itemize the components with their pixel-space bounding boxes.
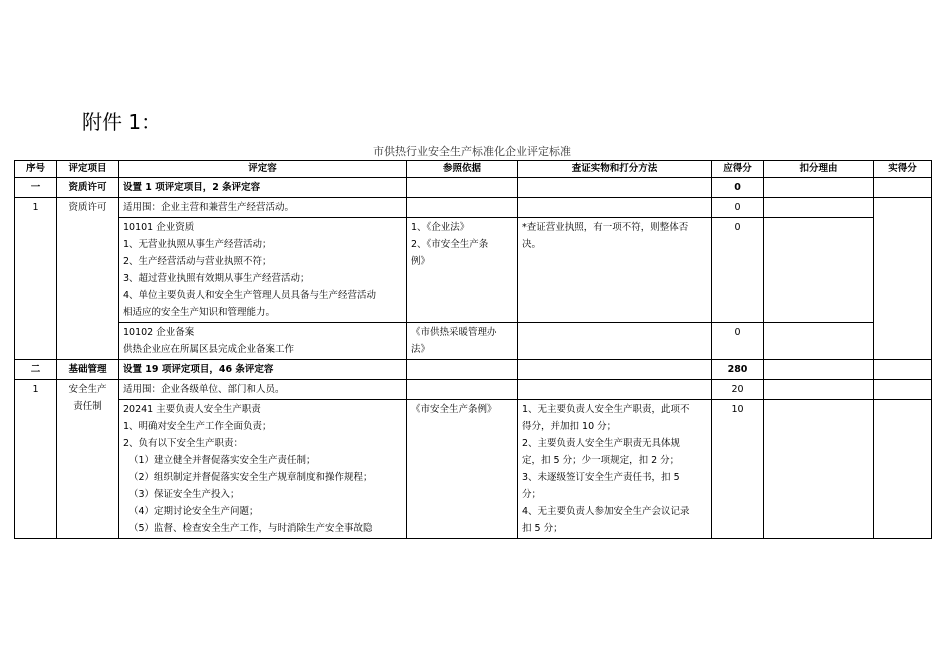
empty-cell <box>764 218 874 323</box>
criterion-score: 0 <box>712 323 764 360</box>
criterion-method: 1、无主要负责人安全生产职责，此项不 得分，并加扣 10 分； 2、主要负责人安全生产职责无具体规 定，扣 5 分；少一项规定，扣 2 分； 3、未逐级签订安全生产责任书，扣 5 分； 4、无主要负责人参加安全生产会议记录 扣 5 分； <box>518 400 712 539</box>
section-row-basic-management <box>15 360 932 380</box>
scope-score: 0 <box>712 198 764 218</box>
empty-cell <box>518 380 712 400</box>
empty-cell <box>764 360 874 380</box>
attachment-label: 附件 1： <box>82 110 162 134</box>
empty-cell <box>874 400 932 539</box>
section-no: 一 <box>15 178 57 198</box>
criterion-content: 10102 企业备案 供热企业应在所属区县完成企业备案工作 <box>119 323 407 360</box>
criterion-basis: 《市安全生产条例》 <box>407 400 518 539</box>
header-deduct-reason: 扣分理由 <box>764 161 874 178</box>
criterion-method: *查证营业执照，有一项不符，则整体否决。 <box>518 218 712 323</box>
header-method: 查证实物和打分方法 <box>518 161 712 178</box>
row-no: 1 <box>15 198 57 360</box>
table-row <box>15 198 932 218</box>
empty-cell <box>874 380 932 400</box>
empty-cell <box>407 198 518 218</box>
empty-cell <box>407 178 518 198</box>
criterion-content: 10101 企业资质 1、无营业执照从事生产经营活动； 2、生产经营活动与营业执照不符； 3、超过营业执照有效期从事生产经营活动； 4、单位主要负责人和安全生产管理人员具备与生产经营活动 相适应的安全生产知识和管理能力。 <box>119 218 407 323</box>
empty-cell <box>518 198 712 218</box>
empty-cell <box>518 323 712 360</box>
criterion-content: 20241 主要负责人安全生产职责 1、明确对安全生产工作全面负责； 2、负有以下安全生产职责： （1）建立健全并督促落实安全生产责任制； （2）组织制定并督促落实安全生产规章制度和操作规程； （3）保证安全生产投入； （4）定期讨论安全生产问题； （5）监督、检查安全生产工作，与时消除生产安全事故隐 <box>119 400 407 539</box>
table-row <box>15 400 932 539</box>
empty-cell <box>764 400 874 539</box>
table-row <box>15 218 932 323</box>
header-item: 评定项目 <box>57 161 119 178</box>
header-row <box>15 161 932 178</box>
empty-cell <box>764 323 874 360</box>
header-basis: 参照依据 <box>407 161 518 178</box>
section-score: 0 <box>712 178 764 198</box>
standards-table <box>14 160 932 539</box>
section-row-qualification <box>15 178 932 198</box>
empty-cell <box>764 178 874 198</box>
criterion-score: 0 <box>712 218 764 323</box>
row-item: 资质许可 <box>57 198 119 360</box>
section-item: 资质许可 <box>57 178 119 198</box>
header-content: 评定容 <box>119 161 407 178</box>
criterion-score: 10 <box>712 400 764 539</box>
scope-text: 适用围：企业各级单位、部门和人员。 <box>119 380 407 400</box>
empty-cell <box>874 178 932 198</box>
empty-cell <box>518 178 712 198</box>
scope-score: 20 <box>712 380 764 400</box>
criterion-basis: 《市供热采暖管理办 法》 <box>407 323 518 360</box>
empty-cell <box>874 360 932 380</box>
empty-cell <box>518 360 712 380</box>
scope-text: 适用围：企业主营和兼营生产经营活动。 <box>119 198 407 218</box>
header-due-score: 应得分 <box>712 161 764 178</box>
row-item: 安全生产 责任制 <box>57 380 119 539</box>
section-content: 设置 19 项评定项目，46 条评定容 <box>119 360 407 380</box>
empty-cell <box>874 198 932 360</box>
table-row <box>15 380 932 400</box>
empty-cell <box>407 360 518 380</box>
section-score: 280 <box>712 360 764 380</box>
row-no: 1 <box>15 380 57 539</box>
document-title: 市供热行业安全生产标准化企业评定标准 <box>373 145 571 158</box>
table-row <box>15 323 932 360</box>
empty-cell <box>764 380 874 400</box>
empty-cell <box>764 198 874 218</box>
header-no: 序号 <box>15 161 57 178</box>
section-content: 设置 1 项评定项目，2 条评定容 <box>119 178 407 198</box>
section-item: 基础管理 <box>57 360 119 380</box>
section-no: 二 <box>15 360 57 380</box>
criterion-basis: 1、《企业法》 2、《市安全生产条 例》 <box>407 218 518 323</box>
header-actual-score: 实得分 <box>874 161 932 178</box>
empty-cell <box>407 380 518 400</box>
